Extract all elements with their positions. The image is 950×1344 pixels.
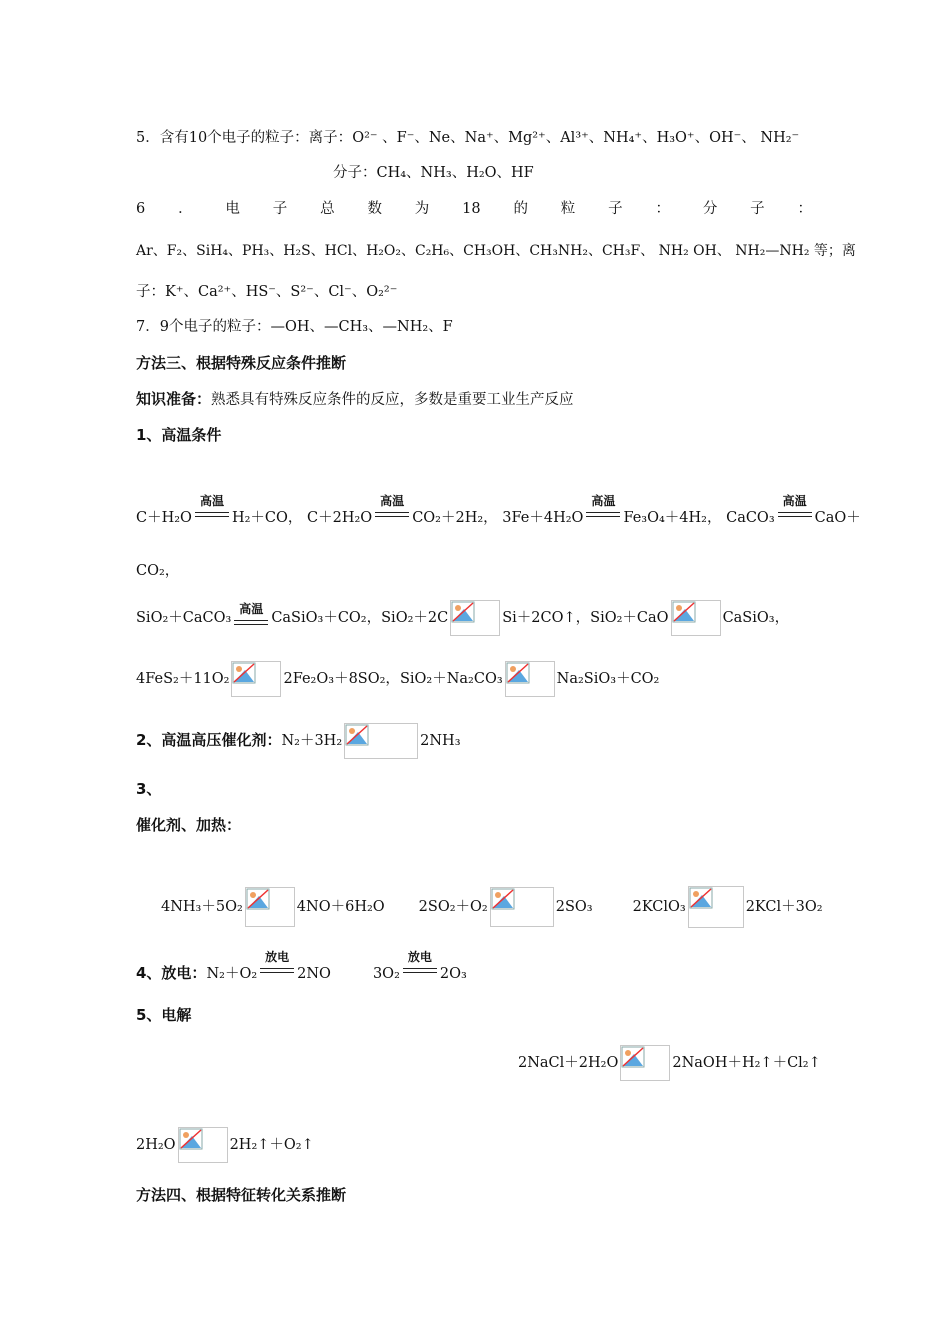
- double-line-arrow: [234, 620, 268, 625]
- item-6-token: 子: [608, 201, 623, 217]
- broken-image-icon: [344, 723, 418, 759]
- formula: H₂＋CO，: [231, 510, 303, 526]
- item-6-token: 为: [414, 201, 430, 217]
- item-5-label: 5．含有10个电子的粒子：离子：: [136, 130, 353, 146]
- item-6-line-2: Ar、F₂、SiH₄、PH₃、H₂S、HCl、H₂O₂、C₂H₆、CH₃OH、CH₃NH₂、CH₃F、 NH₂ OH、 NH₂—NH₂ 等；离: [136, 243, 856, 259]
- method-4-title: 方法四、根据特征转化关系推断: [136, 1186, 347, 1204]
- reaction-condition-discharge: [401, 950, 439, 985]
- section-5-title: 5、电解: [136, 1006, 192, 1024]
- high-temp-row-2: [136, 599, 789, 637]
- reaction-condition-high-temp: [776, 494, 814, 529]
- item-6-token: 电: [225, 201, 240, 217]
- high-temp-row-3: [136, 660, 659, 698]
- formula: 2KClO₃: [632, 899, 686, 915]
- condition-label: 高温: [199, 494, 224, 508]
- broken-image-icon: [688, 886, 744, 928]
- item-6-line-1: [136, 198, 812, 220]
- reaction-condition-high-temp: [232, 602, 270, 637]
- item-6-token: 的: [513, 201, 528, 217]
- high-temp-row-1-cont: CO₂，: [136, 563, 180, 579]
- double-line-arrow: [260, 968, 294, 973]
- reaction-condition-high-temp: [584, 494, 622, 529]
- formula: 2SO₂＋O₂: [418, 899, 488, 915]
- formula: C＋H₂O: [136, 510, 192, 526]
- section-2-title: 2、高温高压催化剂：: [136, 731, 282, 749]
- item-5-ions: [136, 127, 799, 149]
- formula: Fe₃O₄＋4H₂，: [623, 510, 722, 526]
- item-6-token: ．: [178, 201, 193, 217]
- electrolysis-nacl: [518, 1044, 821, 1082]
- formula: SiO₂＋Na₂CO₃: [399, 671, 503, 687]
- double-line-arrow: [375, 512, 409, 517]
- double-line-arrow: [195, 512, 229, 517]
- formula: 3O₂: [372, 966, 400, 982]
- double-line-arrow: [778, 512, 812, 517]
- section-1-title: 1、高温条件: [136, 426, 222, 444]
- formula: 2SO₃: [555, 899, 593, 915]
- item-7: 7．9个电子的粒子：—OH、—CH₃、—NH₂、F: [136, 319, 453, 335]
- item-5-ion-list: O²⁻ 、F⁻、Ne、Na⁺、Mg²⁺、Al³⁺、NH₄⁺、H₃O⁺、OH⁻、 NH₂⁻: [352, 130, 800, 146]
- electrolysis-water: [136, 1126, 314, 1164]
- condition-label: 高温: [591, 494, 616, 508]
- high-temp-row-1: [136, 494, 861, 529]
- knowledge-prep-text: 熟悉具有特殊反应条件的反应，多数是重要工业生产反应: [211, 392, 574, 408]
- broken-image-icon: [505, 661, 555, 697]
- double-line-arrow: [586, 512, 620, 517]
- condition-label: 放电: [265, 950, 290, 964]
- method-3-title: 方法三、根据特殊反应条件推断: [136, 354, 347, 372]
- item-6-token: 6: [136, 201, 146, 217]
- formula: 2H₂O: [136, 1137, 176, 1153]
- formula: CaSiO₃，: [722, 610, 790, 626]
- formula: Na₂SiO₃＋CO₂: [556, 671, 660, 687]
- section-4: [136, 950, 467, 985]
- item-6-token: 子: [272, 201, 288, 217]
- reaction-condition-high-temp: [373, 494, 411, 529]
- reaction-condition-discharge: [258, 950, 296, 985]
- formula: 4FeS₂＋11O₂: [136, 671, 230, 687]
- item-6-token: 18: [462, 201, 481, 217]
- knowledge-prep-label: 知识准备：: [136, 390, 212, 408]
- condition-label: 高温: [782, 494, 807, 508]
- item-5-molecules: 分子：CH₄、NH₃、H₂O、HF: [333, 165, 534, 181]
- double-line-arrow: [403, 968, 437, 973]
- broken-image-icon: [671, 600, 721, 636]
- formula: 2KCl＋3O₂: [745, 899, 823, 915]
- formula: SiO₂＋CaO: [590, 610, 669, 626]
- broken-image-icon: [450, 600, 500, 636]
- reaction-condition-high-temp: [193, 494, 231, 529]
- formula: CaCO₃: [726, 510, 775, 526]
- formula: 4NO＋6H₂O: [296, 899, 385, 915]
- item-6-token: 分: [702, 201, 718, 217]
- formula: Si＋2CO↑，: [502, 610, 591, 626]
- knowledge-prep: [136, 388, 574, 411]
- condition-label: 高温: [380, 494, 405, 508]
- formula: SiO₂＋CaCO₃: [136, 610, 232, 626]
- formula: 2Fe₂O₃＋8SO₂，: [283, 671, 400, 687]
- formula: CaO＋: [814, 510, 861, 526]
- formula: 4NH₃＋5O₂: [161, 899, 243, 915]
- broken-image-icon: [245, 887, 295, 927]
- formula: CaSiO₃＋CO₂，: [271, 610, 382, 626]
- section-4-title: 4、放电：: [136, 964, 207, 982]
- formula: 2O₃: [439, 966, 467, 982]
- section-3-title: 催化剂、加热：: [136, 816, 242, 834]
- condition-label: 高温: [239, 602, 264, 616]
- broken-image-icon: [620, 1045, 670, 1081]
- condition-label: 放电: [407, 950, 432, 964]
- formula: CO₂＋2H₂，: [412, 510, 498, 526]
- formula: 2NaOH＋H₂↑＋Cl₂↑: [672, 1055, 821, 1071]
- formula: 2NH₃: [420, 733, 461, 749]
- formula: SiO₂＋2C: [381, 610, 449, 626]
- section-3-number: 3、: [136, 780, 162, 798]
- section-3-reactions: [161, 886, 823, 928]
- formula: 3Fe＋4H₂O: [502, 510, 584, 526]
- item-6-token: 粒: [560, 201, 576, 217]
- formula: 2H₂↑＋O₂↑: [229, 1137, 314, 1153]
- broken-image-icon: [178, 1127, 228, 1163]
- broken-image-icon: [231, 661, 281, 697]
- item-6-token: ：: [655, 201, 670, 217]
- item-6-token: 子: [750, 201, 765, 217]
- item-6-token: ：: [797, 201, 812, 217]
- formula: N₂＋O₂: [206, 966, 258, 982]
- section-2: [136, 721, 461, 760]
- formula: 2NO: [297, 966, 331, 982]
- item-6-line-3: 子：K⁺、Ca²⁺、HS⁻、S²⁻、Cl⁻、O₂²⁻: [136, 284, 398, 300]
- formula: 2NaCl＋2H₂O: [518, 1055, 619, 1071]
- item-6-token: 数: [367, 201, 382, 217]
- formula: C＋2H₂O: [307, 510, 373, 526]
- formula: N₂＋3H₂: [281, 733, 343, 749]
- item-6-token: 总: [320, 201, 335, 217]
- broken-image-icon: [490, 887, 554, 927]
